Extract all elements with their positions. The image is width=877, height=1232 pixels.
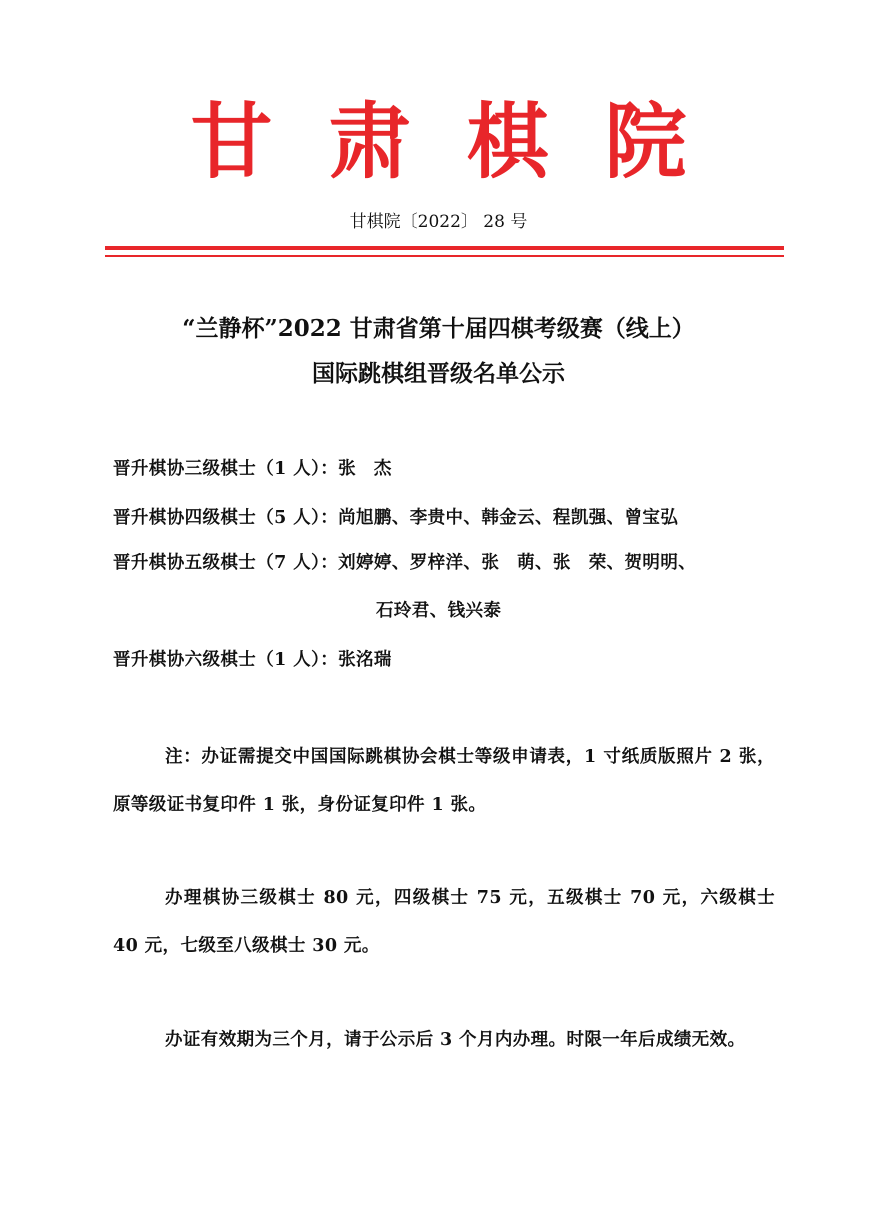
promotion-level-5: 晋升棋协五级棋士（7 人）：刘婷婷、罗梓洋、张 萌、张 荣、贺明明、: [113, 553, 697, 573]
promotion-level-3: 晋升棋协三级棋士（1 人）：张 杰: [113, 459, 392, 479]
document-number: 甘棋院〔2022〕 28 号: [349, 212, 528, 232]
promotion-level-4: 晋升棋协四级棋士（5 人）：尚旭鹏、李贵中、韩金云、程凯强、曾宝弘: [113, 508, 679, 528]
promotion-level-6: 晋升棋协六级棋士（1 人）：张洺瑞: [113, 650, 392, 670]
org-title: 甘肃棋院: [190, 94, 743, 190]
promotion-level-5-continued: 石玲君、钱兴泰: [376, 601, 502, 621]
letterhead-rule-thin: [105, 255, 784, 257]
note-validity: 办证有效期为三个月，请于公示后 3 个月内办理。时限一年后成绩无效。: [165, 1030, 746, 1050]
headline-line-2: 国际跳棋组晋级名单公示: [312, 360, 565, 387]
headline-line-1: “兰静杯”2022 甘肃省第十届四棋考级赛（线上）: [182, 315, 695, 342]
note-certificate-requirements: 注：办证需提交中国国际跳棋协会棋士等级申请表，1 寸纸质版照片 2 张，原等级证书复印件 1 张，身份证复印件 1 张。: [113, 747, 775, 815]
letterhead-rule-thick: [105, 246, 784, 250]
note-fees: 办理棋协三级棋士 80 元，四级棋士 75 元，五级棋士 70 元，六级棋士 40 元，七级至八级棋士 30 元。: [113, 888, 775, 956]
